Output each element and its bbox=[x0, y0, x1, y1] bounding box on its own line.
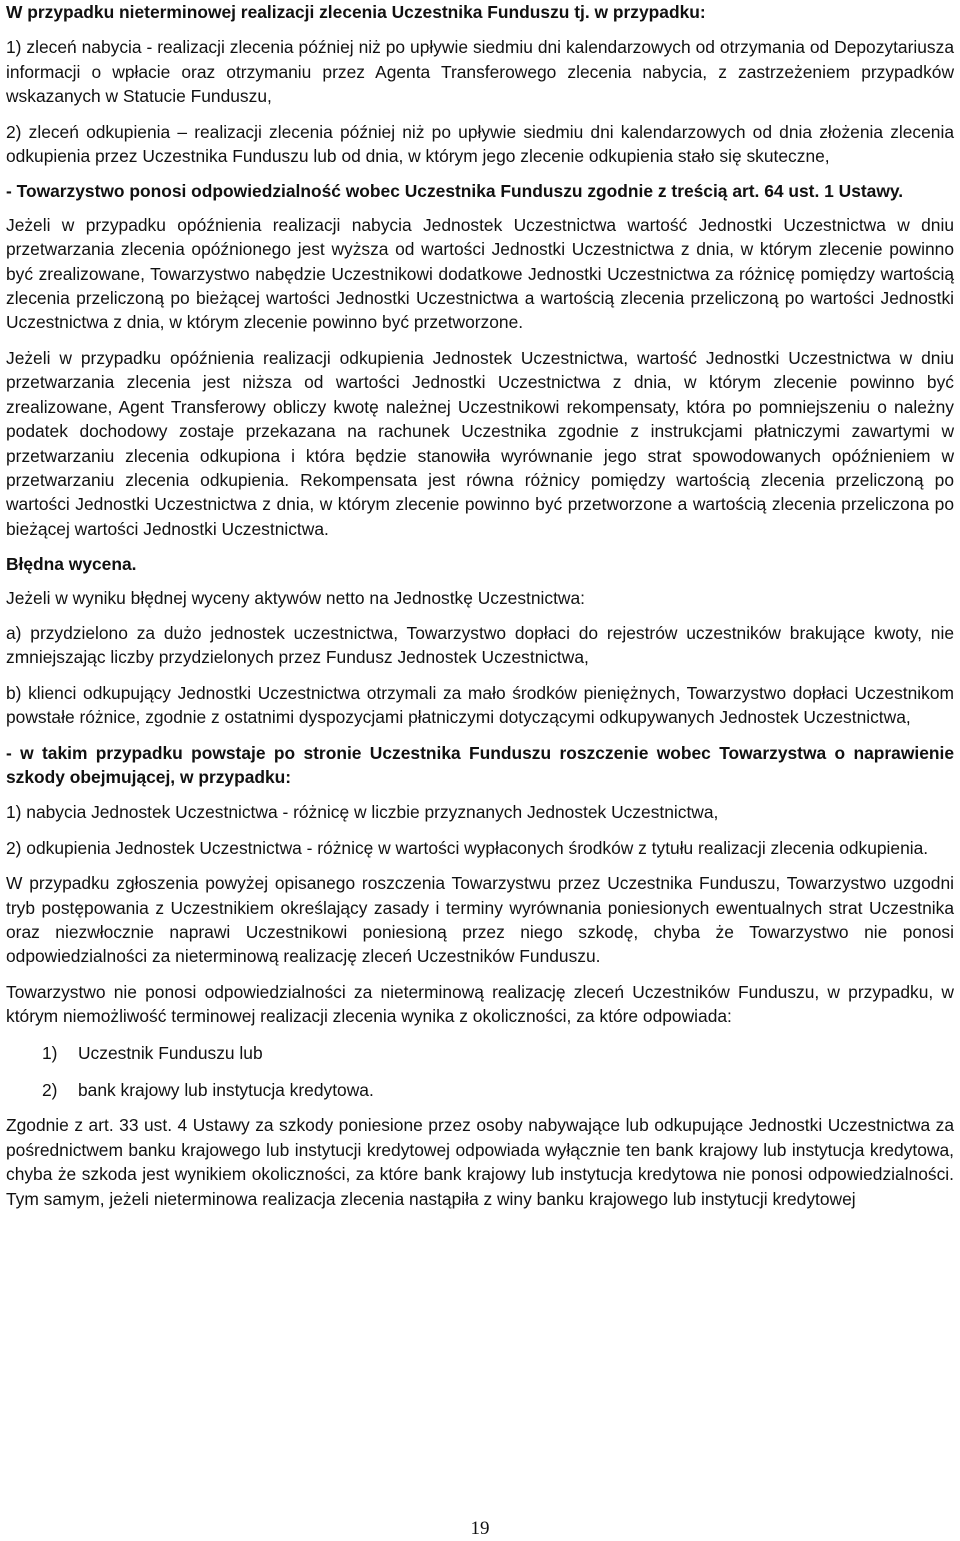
subheading-wrong-valuation: Błędna wycena. bbox=[6, 554, 137, 575]
paragraph-case-a: a) przydzielono za dużo jednostek uczestnictwa, Towarzystwo dopłaci do rejestrów uczestników brakujące kwoty, nie zmniejszając liczby przydzielonych przez Fundusz Jednostek Uczestnictwa, bbox=[6, 622, 954, 668]
paragraph-claim-purchase: 1) nabycia Jednostek Uczestnictwa - różnicę w liczbie przyznanych Jednostek Uczestnictwa, bbox=[6, 802, 719, 823]
paragraph-redemption-orders: 2) zleceń odkupienia – realizacji zlecenia później niż po upływie siedmiu dni kalendarzowych od dnia złożenia zlecenia odkupienia przez Uczestnika Funduszu lub od dnia, w którym jego zlecenie odkupienia stało się skuteczne, bbox=[6, 121, 954, 167]
paragraph-no-liability: Towarzystwo nie ponosi odpowiedzialności za nieterminową realizację zleceń Uczestników Funduszu, w przypadku, w którym niemożliwość terminowej realizacji zlecenia wynika z okoliczności, za które odpowiada: bbox=[6, 981, 954, 1027]
responsible-parties-list bbox=[6, 1041, 954, 1103]
list-item-text: Uczestnik Funduszu lub bbox=[78, 1042, 263, 1063]
section-heading: W przypadku nieterminowej realizacji zlecenia Uczestnika Funduszu tj. w przypadku: bbox=[6, 2, 706, 22]
paragraph-claim-procedure: W przypadku zgłoszenia powyżej opisanego roszczenia Towarzystwu przez Uczestnika Funduszu, Towarzystwo uzgodni tryb postępowania z Uczestnikiem określający zasady i terminy wyrównania poniesionych ewentualnych strat Uczestnika oraz niezwłocznie naprawi Uczestnikowi poniesioną przez niego szkodę, chyba że Towarzystwo nie ponosi odpowiedzialności za nieterminową realizację zleceń Uczestników Funduszu. bbox=[6, 873, 954, 967]
paragraph-claim-redemption: 2) odkupienia Jednostek Uczestnictwa - różnicę w wartości wypłaconych środków z tytułu realizacji zlecenia odkupienia. bbox=[6, 837, 929, 858]
page-number: 19 bbox=[470, 1518, 490, 1539]
list-item-number: 2) bbox=[42, 1080, 58, 1101]
list-item-number: 1) bbox=[42, 1042, 58, 1063]
paragraph-liability: - Towarzystwo ponosi odpowiedzialność wobec Uczestnika Funduszu zgodnie z treścią art. 64 ust. 1 Ustawy. bbox=[6, 181, 904, 202]
paragraph-bank-liability: Zgodnie z art. 33 ust. 4 Ustawy za szkody poniesione przez osoby nabywające lub odkupujące Jednostki Uczestnictwa za pośrednictwem banku krajowego lub instytucji kredytowej odpowiada wyłącznie ten bank krajowy lub instytucja kredytowa, chyba że szkoda jest wynikiem okoliczności, za które bank krajowy lub instytucja kredytowa nie ponosi odpowiedzialności. Tym samym, jeżeli nieterminowa realizacja zlecenia nastąpiła z winy banku krajowego lub instytucji kredytowej bbox=[6, 1115, 954, 1209]
document-body bbox=[6, 0, 954, 1211]
paragraph-wrong-valuation-intro: Jeżeli w wyniku błędnej wyceny aktywów netto na Jednostkę Uczestnictwa: bbox=[6, 587, 585, 608]
paragraph-case-b: b) klienci odkupujący Jednostki Uczestnictwa otrzymali za mało środków pieniężnych, Towarzystwo dopłaci Uczestnikom powstałe różnice, zgodnie z ostatnimi dyspozycjami płatniczymi dotyczącymi odkupywanych Jednostek Uczestnictwa, bbox=[6, 682, 954, 728]
list-item-text: bank krajowy lub instytucja kredytowa. bbox=[78, 1080, 374, 1101]
list-item bbox=[42, 1078, 954, 1102]
paragraph-delayed-purchase: Jeżeli w przypadku opóźnienia realizacji nabycia Jednostek Uczestnictwa wartość Jednostki Uczestnictwa w dniu przetwarzania zlecenia opóźnionego jest wyższa od wartości Jednostki Uczestnictwa z dnia, w którym zlecenie powinno być zrealizowane, Towarzystwo nabędzie Uczestnikowi dodatkowe Jednostki Uczestnictwa za różnicę pomiędzy wartością zlecenia przeliczoną po bieżącej wartości Jednostki Uczestnictwa a wartością zlecenia przeliczoną po wartości Jednostki Uczestnictwa z dnia, w którym zlecenie powinno być przetworzone. bbox=[6, 214, 954, 333]
paragraph-claim: - w takim przypadku powstaje po stronie Uczestnika Funduszu roszczenie wobec Towarzystwa o naprawienie szkody obejmującej, w przypadku: bbox=[6, 742, 954, 787]
list-item bbox=[42, 1041, 954, 1065]
paragraph-delayed-redemption: Jeżeli w przypadku opóźnienia realizacji odkupienia Jednostek Uczestnictwa, wartość Jednostki Uczestnictwa w dniu przetwarzania zlecenia jest niższa od wartości Jednostki Uczestnictwa z dnia, w którym zlecenie powinno być zrealizowane, Agent Transferowy obliczy kwotę należnej Uczestnikowi rekompensaty, która po pomniejszeniu o należny podatek dochodowy zostaje przekazana na rachunek Uczestnika zgodnie z instrukcjami płatniczymi zawartymi w przetwarzaniu zlecenia odkupiona i która będzie stanowiła wyrównanie jego strat spowodowanych opóźnieniem w przetwarzaniu zlecenia odkupienia. Rekompensata jest równa różnicy pomiędzy wartością zlecenia przeliczoną po wartości Jednostki Uczestnictwa z dnia, w którym zlecenie powinno być przetworzone a wartością zlecenia przeliczona po bieżącej wartości Jednostki Uczestnictwa. bbox=[6, 347, 954, 539]
paragraph-purchase-orders: 1) zleceń nabycia - realizacji zlecenia później niż po upływie siedmiu dni kalendarzowych od otrzymania od Depozytariusza informacji o wpłacie oraz otrzymaniu przez Agenta Transferowego zlecenia nabycia, z zastrzeżeniem przypadków wskazanych w Statucie Funduszu, bbox=[6, 37, 954, 107]
